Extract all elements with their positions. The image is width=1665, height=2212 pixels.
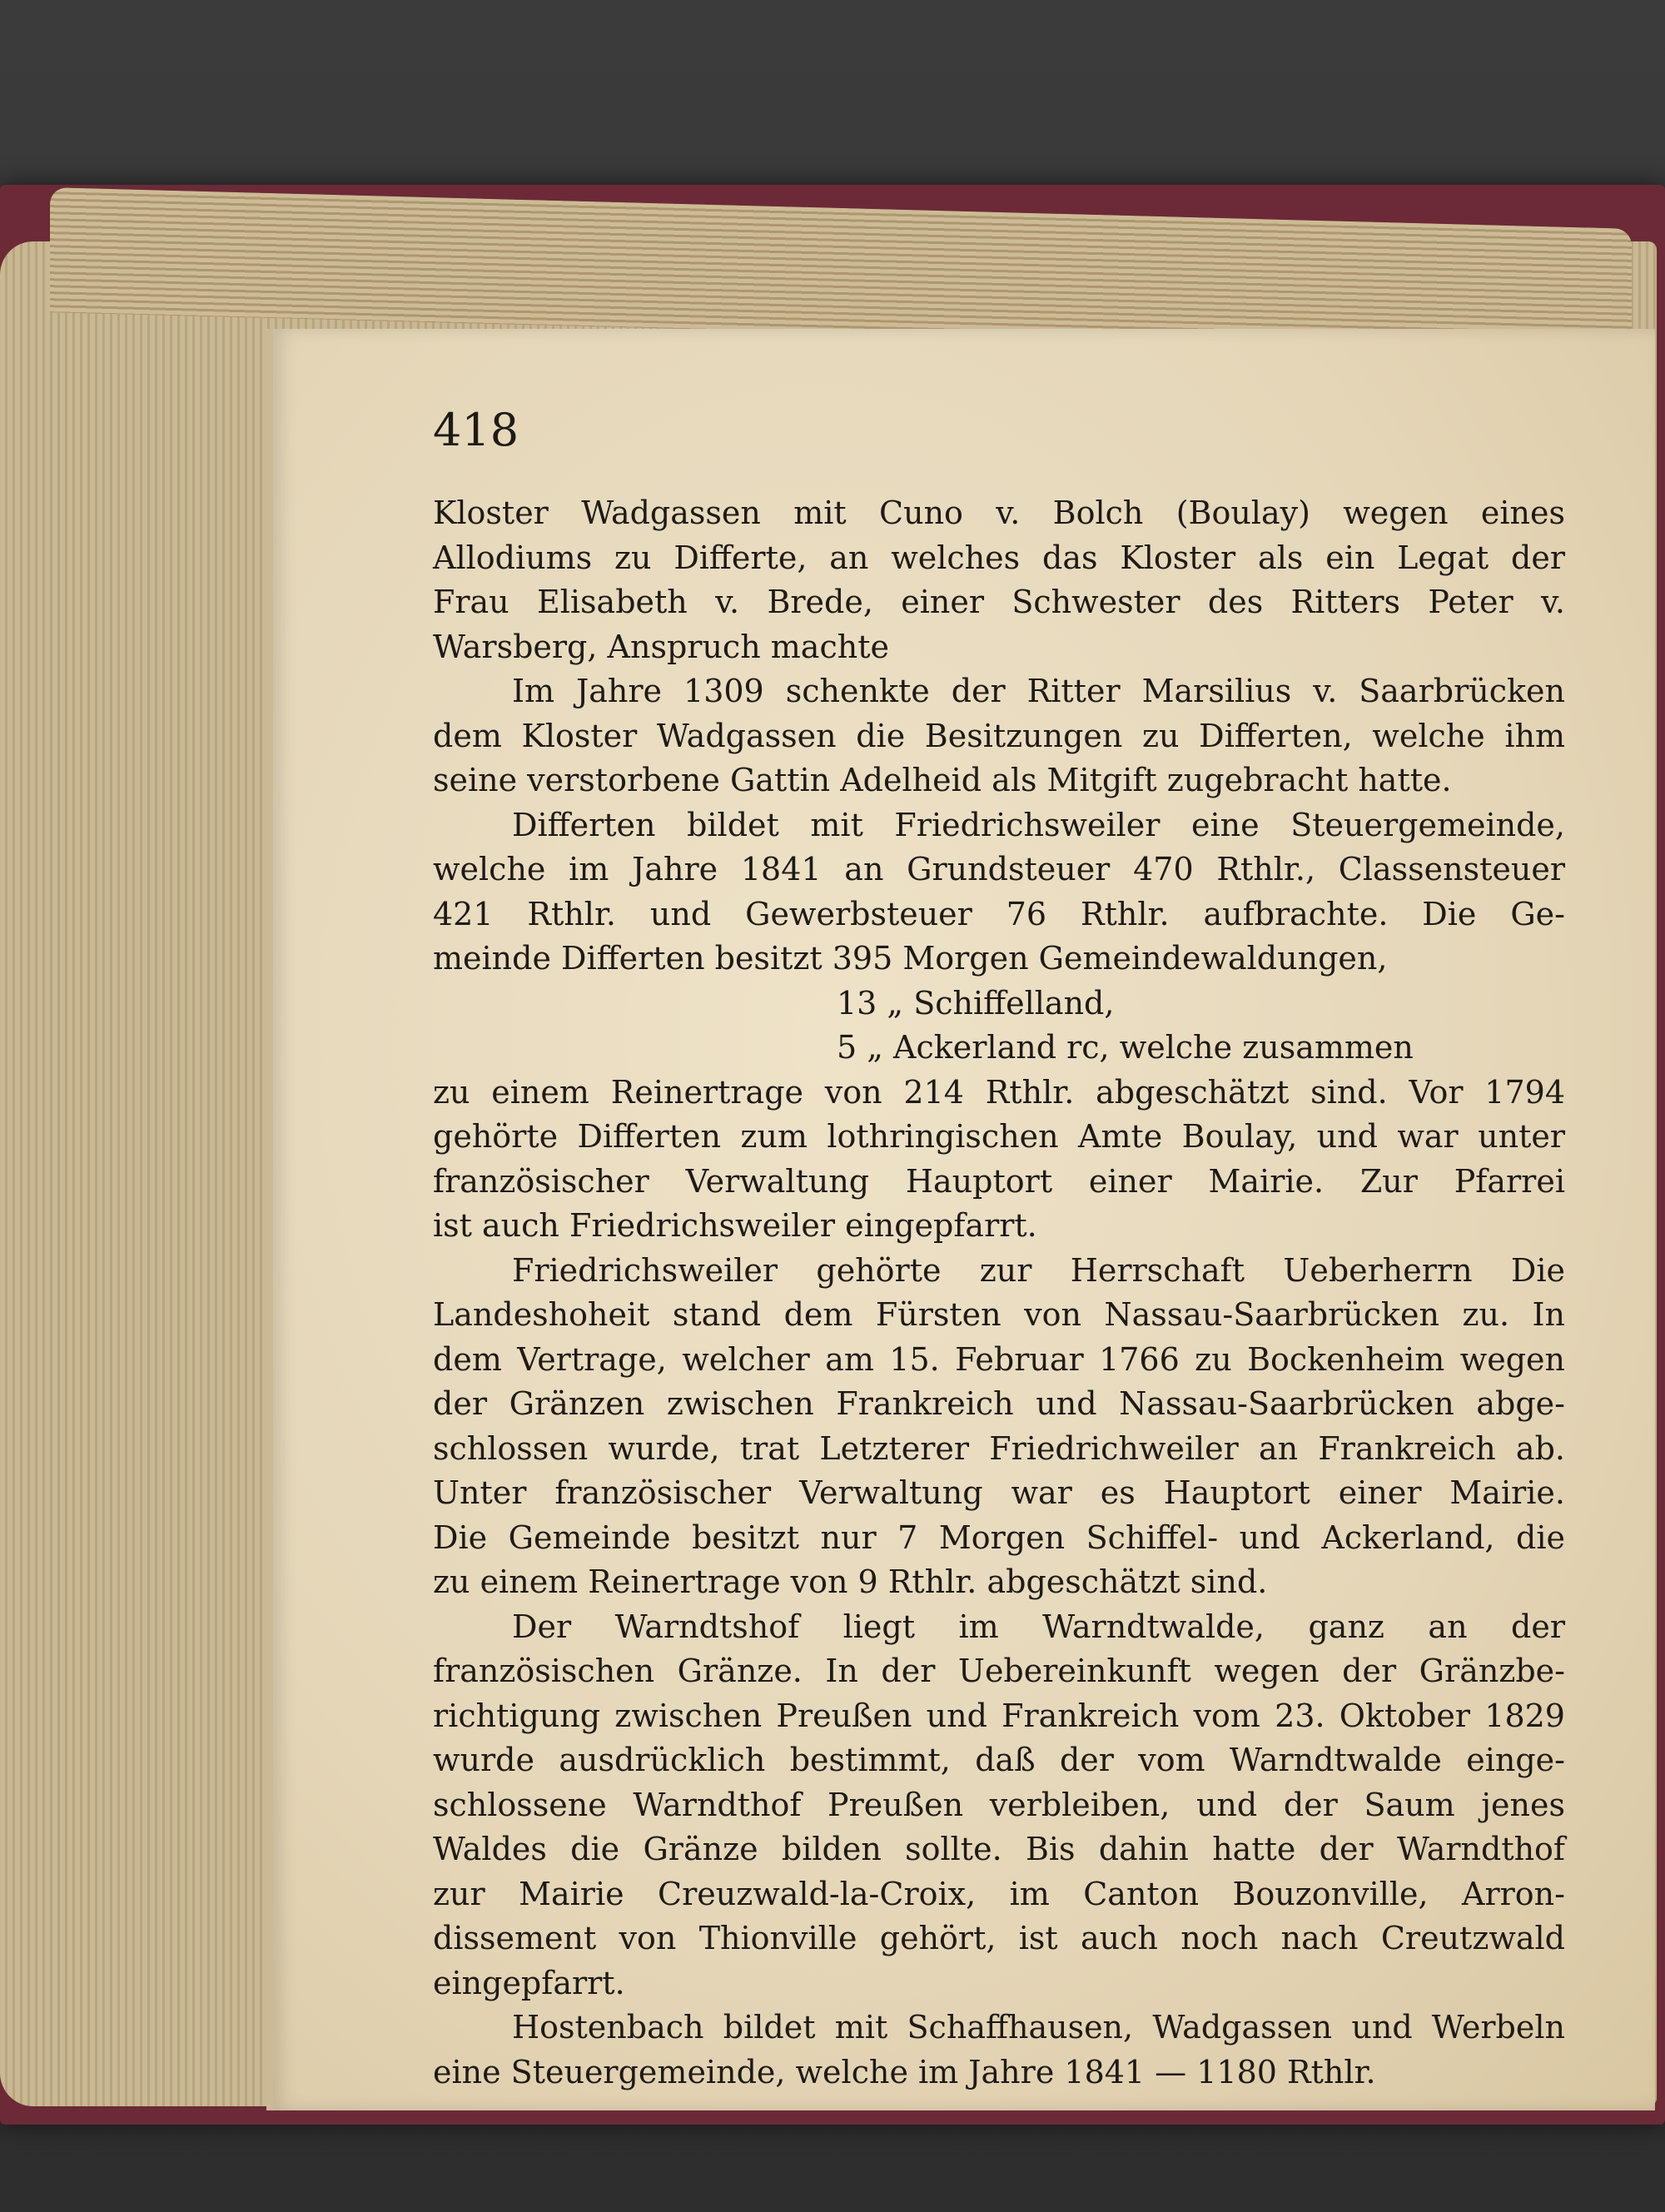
text-line: französischer Verwaltung Hauptort einer Mairie. Zur Pfarrei [433, 1162, 1565, 1200]
text-line: Friedrichsweiler gehörte zur Herrschaft Ueberherrn Die [512, 1251, 1565, 1289]
text-line: Allodiums zu Differte, an welches das Kloster als ein Legat der [433, 539, 1565, 576]
text-line: Warsberg, Anspruch machte [433, 628, 889, 665]
text-line: eine Steuergemeinde, welche im Jahre 1841 — 1180 Rthlr. [433, 2053, 1376, 2090]
text-line: Der Warndtshof liegt im Warndtwalde, ganz an der [512, 1608, 1565, 1645]
text-line: Kloster Wadgassen mit Cuno v. Bolch (Boulay) wegen eines [433, 495, 1565, 531]
page-text [433, 491, 1565, 2095]
text-line: Im Jahre 1309 schenkte der Ritter Marsilius v. Saarbrücken [512, 673, 1565, 709]
text-line: Hostenbach bildet mit Schaffhausen, Wadgassen und Werbeln [512, 2009, 1565, 2045]
text-line: französischen Gränze. In der Uebereinkunft wegen der Gränzbe- [433, 1653, 1565, 1689]
text-line: eingepfarrt. [433, 1964, 625, 2001]
text-line: der Gränzen zwischen Frankreich und Nassau-Saarbrücken abge- [433, 1385, 1565, 1422]
text-line: zu einem Reinertrage von 9 Rthlr. abgeschätzt sind. [433, 1563, 1268, 1600]
text-line: schlossen wurde, trat Letzterer Friedrichweiler an Frankreich ab. [433, 1429, 1565, 1467]
text-line: zu einem Reinertrage von 214 Rthlr. abgeschätzt sind. Vor 1794 [433, 1073, 1565, 1111]
text-line: seine verstorbene Gattin Adelheid als Mitgift zugebracht hatte. [433, 762, 1452, 798]
text-line: Die Gemeinde besitzt nur 7 Morgen Schiffel- und Ackerland, die [433, 1519, 1565, 1556]
text-line: zur Mairie Creuzwald-la-Croix, im Canton Bouzonville, Arron- [433, 1875, 1565, 1912]
text-line: 5 „ Ackerland rc, welche zusammen [837, 1029, 1414, 1066]
text-line: schlossene Warndthof Preußen verbleiben, und der Saum jenes [433, 1786, 1565, 1823]
text-line: ist auch Friedrichsweiler eingepfarrt. [433, 1207, 1037, 1244]
text-line: gehörte Differten zum lothringischen Amte Boulay, und war unter [433, 1118, 1565, 1155]
text-line: Unter französischer Verwaltung war es Hauptort einer Mairie. [433, 1474, 1565, 1511]
text-line: meinde Differten besitzt 395 Morgen Gemeindewaldungen, [433, 940, 1388, 977]
text-line: Differten bildet mit Friedrichsweiler eine Steuergemeinde, [512, 806, 1565, 843]
text-line: dem Vertrage, welcher am 15. Februar 1766 zu Bockenheim wegen [433, 1340, 1565, 1378]
text-line: Waldes die Gränze bilden sollte. Bis dahin hatte der Warndthof [433, 1831, 1565, 1867]
text-line: dem Kloster Wadgassen die Besitzungen zu Differten, welche ihm [433, 717, 1565, 754]
text-line: Frau Elisabeth v. Brede, einer Schwester des Ritters Peter v. [433, 584, 1565, 620]
text-line: dissement von Thionville gehört, ist auch noch nach Creutzwald [433, 1920, 1565, 1956]
page-number: 418 [433, 404, 519, 456]
text-line: wurde ausdrücklich bestimmt, daß der vom Warndtwalde einge- [433, 1742, 1565, 1778]
text-line: Landeshoheit stand dem Fürsten von Nassau-Saarbrücken zu. In [433, 1296, 1565, 1333]
text-line: 421 Rthlr. und Gewerbsteuer 76 Rthlr. aufbrachte. Die Ge- [433, 895, 1565, 932]
text-line: welche im Jahre 1841 an Grundsteuer 470 Rthlr., Classensteuer [433, 851, 1565, 887]
text-line: richtigung zwischen Preußen und Frankreich vom 23. Oktober 1829 [433, 1697, 1565, 1734]
text-line: 13 „ Schiffelland, [837, 984, 1115, 1021]
